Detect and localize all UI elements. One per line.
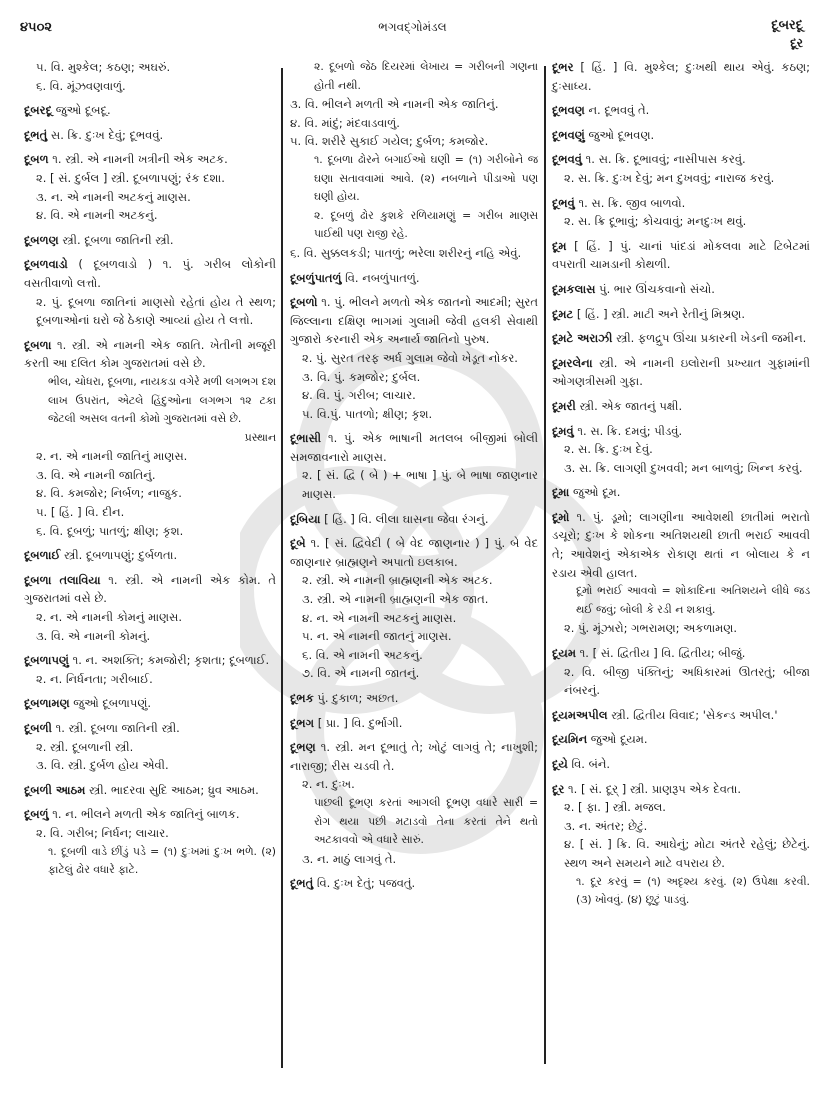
headword: દૂબળવાડો xyxy=(24,257,68,272)
definition: જુઓ દૂભવણ. xyxy=(588,127,655,142)
sense: ૫. [ હિં. ] વિ. દીન. xyxy=(36,505,125,520)
quotation: દૂમો ભરાઈ આવવો = શોકાદિના અતિશયને લીધે જડ થઈ જવું; બોલી કે રડી ન શકાવું. xyxy=(576,584,810,616)
headword: દૂર xyxy=(552,781,565,796)
dictionary-entry xyxy=(552,508,810,638)
sense: ૪. વિ. એ નામની અટકનું. xyxy=(36,208,158,223)
sense: ૨. વિ. ગરીબ; નિર્ધન; લાચાર. xyxy=(36,825,169,840)
definition: [ હિં. ] વિ. મુશ્કેલ; દુઃખથી થાય એવું. કઠણ; દુઃસાધ્ય. xyxy=(552,60,810,93)
definition: ૧. સ. ક્રિ. દમવું; પીડવું. xyxy=(577,423,683,438)
definition: ૧. [ સં. દ્વિવેદી ( બે વેદ જાણનાર ) ] પું. બે વેદ જાણનાર બ્રાહ્મણને અપાતો ઇલકાબ. xyxy=(290,536,539,569)
sense: ૨. [ ફા. ] સ્ત્રી. મજલ. xyxy=(564,800,666,815)
dictionary-entry xyxy=(552,397,810,416)
sense: ૩. ન. એ નામની અટકનું માણસ. xyxy=(36,189,191,204)
quotation: ૨. દૂબળો જેઠ દિયરમાં લેખાય = ગરીબની ગણના હોતી નથી. xyxy=(314,60,538,92)
guide-word-last: દૂર xyxy=(790,36,803,50)
headword: દૂબળા xyxy=(24,337,52,352)
definition: વિ. દુઃખ દેતું; પજવતું. xyxy=(316,876,416,891)
sense: ૪. વિ. પું. ગરીબ; લાચાર. xyxy=(302,388,416,403)
dictionary-entry xyxy=(552,755,810,774)
sense: ૨. ન. એ નામની જાતિનું માણસ. xyxy=(36,449,188,464)
dictionary-entry xyxy=(290,714,538,733)
quotation: ૧. દૂબળી વાડે છીંડું પડે = (૧) દુઃખમાં દુઃખ ભળે. (૨) ફાટેલું ઢોર વધારે ફાટે. xyxy=(48,844,276,877)
definition: [ હિં. ] સ્ત્રી. માટી અને રેતીનું મિશ્રણ. xyxy=(576,306,745,321)
dictionary-entry xyxy=(24,571,276,645)
definition: ( દૂબળવાડો ) ૧. પું. ગરીબ લોકોની વસતીવાળો લત્તો. xyxy=(24,257,276,290)
headword: દૂભવણું xyxy=(552,127,585,142)
headword: દૂભાસી xyxy=(290,431,322,446)
dictionary-entry xyxy=(290,510,538,529)
dictionary-entry xyxy=(552,126,810,145)
dictionary-entry xyxy=(24,150,276,224)
column-2 xyxy=(290,58,538,899)
headword: દૂમટ xyxy=(552,306,574,321)
sense: ૨. પું. દૂબળા જાતિનાં માણસો રહેતાં હોય તે સ્થળ; દૂબળાઓનાં ઘરો જે ઠેકાણે આવ્યાં હોય તે લત્તો. xyxy=(36,294,276,328)
definition: ૧. ન. અશક્તિ; કમજોરી; કૃશતા; દૂબળાઈ. xyxy=(72,653,270,668)
headword: દૂબળાપણું xyxy=(24,653,69,668)
headword: દૂબળુંપાતળું xyxy=(290,270,342,285)
headword: દૂબળ xyxy=(24,152,49,167)
sense: ૬. વિ. દૂબળું; પાતળું; ક્ષીણ; કૃશ. xyxy=(36,523,184,538)
column-divider xyxy=(544,66,546,1064)
definition: ૧. સ. ક્રિ. દૂભાવવું; નાસીપાસ કરવું. xyxy=(585,152,746,167)
dictionary-entry xyxy=(24,781,276,800)
dictionary-entry xyxy=(24,546,276,565)
definition: [ હિં. ] પું. ચાનાં પાંદડાં મોકલવા માટે ટિબેટમાં વપરાતી ચામડાની કોથળી. xyxy=(552,238,811,272)
book-title: ભગવદ્ગોમંડલ xyxy=(378,20,447,34)
sense: ૭. વિ. એ નામની જાતનું. xyxy=(302,666,420,681)
sense: ૪. વિ. માંદું; મંદવાડવાળું. xyxy=(290,115,400,130)
dictionary-entry xyxy=(290,269,538,288)
dictionary-entry xyxy=(552,730,810,749)
headword: દૂબરદૂ xyxy=(24,103,53,118)
headword: દૂભણ xyxy=(290,740,316,755)
sense: ૩. વિ. એ નામની કોમનું. xyxy=(36,628,151,643)
headword: દૂબળું xyxy=(24,807,49,822)
definition: સ્ત્રી. એ નામની ઇલોરાની પ્રખ્યાત ગુફામાંની ઓગણત્રીસમી ગુફા. xyxy=(552,355,810,389)
sense: ૨. સ. ક્રિ. દુઃખ દેવું. xyxy=(564,442,653,457)
sense: ૫. વિ.પું. પાતળો; ક્ષીણ; કૃશ. xyxy=(302,406,433,421)
definition: સ્ત્રી. દ્વિતીય વિવાદ; 'સેકન્ડ અપીલ.' xyxy=(611,707,778,722)
definition: સ. ક્રિ. દુઃખ દેવું; દૂભવવું. xyxy=(50,127,164,142)
headword: દૂબળા તલાવિયા xyxy=(24,572,101,587)
dictionary-entry xyxy=(24,126,276,145)
sense: ૩. વિ. સ્ત્રી. દુર્બળ હોય એવી. xyxy=(36,758,169,773)
headword: દૂભવું xyxy=(552,195,575,210)
definition: જુઓ દૂબળાપણું. xyxy=(73,696,152,711)
dictionary-entry xyxy=(24,805,276,879)
sense: ૨. પું. મૂંઝારો; ગભરામણ; અકળામણ. xyxy=(564,621,737,636)
sense: ૨. સ્ત્રી. દૂબળાની સ્ત્રી. xyxy=(36,739,134,754)
headword: દૂમો xyxy=(552,509,570,524)
quotation: ૧. દૂબળા ઢોરને બગાઈઓ ઘણી = (૧) ગરીબોને જ ઘણા સતાવવામાં આવે. (૨) નબળાને પીડાઓ પણ ઘણી હોય. xyxy=(314,152,538,204)
dictionary-entry xyxy=(552,354,810,391)
headword: દૂભતું xyxy=(24,127,48,142)
definition: ન. દૂભવવું તે. xyxy=(588,103,650,118)
sense: ૨. [ સં. દ્વિ ( બે ) + ભાષા ] પું. બે ભાષા જાણનાર માણસ. xyxy=(302,468,538,502)
headword: દૂબળામણ xyxy=(24,696,70,711)
headword: દૂમરી xyxy=(552,398,576,413)
headword: દૂબે xyxy=(290,536,306,551)
headword: દૂબળો xyxy=(290,295,318,310)
dictionary-entry xyxy=(552,780,810,910)
dictionary-entry xyxy=(290,293,538,423)
quotation: ૧. દૂર કરવું = (૧) અદૃશ્ય કરવું. (૨) ઉપેક્ષા કરવી. (૩) ખોવવું. (૪) છૂટું પાડવું. xyxy=(576,874,810,907)
quotation-source: પ્રસ્થાન xyxy=(244,430,276,444)
definition: સ્ત્રી. ભાદરવા સુદિ આઠમ; ધ્રુવ આઠમ. xyxy=(89,782,259,797)
headword: દૂમવું xyxy=(552,423,574,438)
sense: ૬. વિ. સુક્કલકડી; પાતળું; ભરેલા શરીરનું નહિ એવું. xyxy=(290,245,522,260)
definition: ૧. પું. ભીલને મળતો એક જાતનો આદમી; સુરત જિલ્લાના દક્ષિણ ભાગમાં ગુલામી જેવી હલકી સેવાથી ગુજારો કરનારી એક અનાર્ય જાતિનો પુરુષ. xyxy=(290,295,539,347)
sense: ૫. વિ. શરીરે સુકાઈ ગયેલ; દુર્બળ; કમજોર. xyxy=(290,134,489,149)
headword: દૂયે xyxy=(552,757,568,771)
headword: દૂભવણ xyxy=(552,103,585,118)
sense: ૨. સ. ક્રિ. દુઃખ દેવું; મન દુખવવું; નારાજ કરવું. xyxy=(564,170,775,185)
definition: ૧. સ્ત્રી. એ નામની ખત્રીની એક અટક. xyxy=(52,152,228,167)
dictionary-entry xyxy=(552,483,810,502)
definition: વિ. બંને. xyxy=(571,757,611,771)
definition: જુઓ દૂમ. xyxy=(573,485,621,500)
definition: ૧. પું. ડૂમો; લાગણીના આવેશથી છાતીમાં ભરાતો ડચૂરો; દુઃખ કે શોકના અતિશયથી છાતી ભરાઈ આવવી તે; આવેશનું એકાએક રોકાણ થતાં ન બોલાય કે ન રડાય એવી હાલત. xyxy=(552,509,811,580)
definition: ૧. સ્ત્રી. એ નામની એક જાતિ. ખેતીની મજૂરી કરતી આ દલિત કોમ ગુજરાતમાં વસે છે. xyxy=(24,337,276,371)
dictionary-entry xyxy=(24,651,276,688)
dictionary-entry xyxy=(552,305,810,324)
definition: ૧. સ્ત્રી. મન દૂભાતું તે; ખોટું લાગવું તે; નાખુશી; નારાજી; રીસ ચડવી તે. xyxy=(290,740,538,773)
headword: દૂભર xyxy=(552,60,574,74)
column-1 xyxy=(24,58,276,886)
dictionary-entry xyxy=(290,689,538,708)
sense: ૨. સ. ક્રિ દૂભાવું; કોચવાવું; મનદુઃખ થવું. xyxy=(564,214,747,229)
headword: દૂમકલાસ xyxy=(552,281,596,296)
quotation: ૨. દૂબળું ઢોર કુશકે રળિયામણું = ગરીબ માણસ પાઈથી પણ રાજી રહે. xyxy=(314,208,538,241)
sense: ૬. વિ. મૂંઝવણવાળું. xyxy=(36,78,126,93)
sense: ૩. વિ. એ નામની જાતિનું. xyxy=(36,467,156,482)
definition: ૧. ન. ભીલને મળતી એક જાતિનું બાળક. xyxy=(52,807,240,822)
dictionary-entry xyxy=(290,58,538,263)
headword: દૂભગ xyxy=(290,715,315,730)
sense: ૪. ન. એ નામની અટકનું માણસ. xyxy=(302,610,457,625)
headword: દૂભતું xyxy=(290,876,314,891)
sense: ૨. [ સં. દુર્બલ ] સ્ત્રી. દૂબળાપણું; રંક દશા. xyxy=(36,170,225,185)
sense: ૫. ન. એ નામની જાતનું માણસ. xyxy=(302,629,452,644)
definition: ૧. પું. એક ભાષાની મતલબ બીજીમાં બોલી સમજાવનારો માણસ. xyxy=(290,431,539,464)
headword: દૂબિયા xyxy=(290,511,321,526)
definition: પું. દુકાળ; અછત. xyxy=(317,691,399,705)
sense: ૩. ન. અંતર; છેટું. xyxy=(564,818,648,833)
sense: ૩. સ. ક્રિ. લાગણી દુખવવી; મન બાળવું; ખિન્ન કરવું. xyxy=(564,460,803,475)
sense: ૪. વિ. કમજોર; નિર્બળ; નાજુક. xyxy=(36,486,182,501)
quotation: ભીલ, ચોધરા, દૂબળા, નાયકડા વગેરે મળી લગભગ દશ લાખ ઉપરાંત, એટલે હિંદુઓના લગભગ ૧૨ ટકા જેટલી અસલ વતની કોમો ગુજરાતમાં વસે છે. xyxy=(48,374,276,426)
definition: સ્ત્રી. ફળદ્રુપ ઊંચા પ્રકારની ખેડની જમીન. xyxy=(616,331,807,346)
definition: સ્ત્રી. એક જાતનું પક્ષી. xyxy=(579,398,683,413)
dictionary-entry xyxy=(552,237,810,274)
sense: ૨. પું. સુરત તરફ અર્ધ ગુલામ જેવો ખેડૂત નોકર. xyxy=(302,350,518,365)
dictionary-entry xyxy=(552,280,810,299)
headword: દૂમ xyxy=(552,238,567,253)
definition: [ પ્રા. ] વિ. દુર્ભાગી. xyxy=(317,715,403,730)
sense: ૩. વિ. પું. કમજોર; દુર્બલ. xyxy=(302,369,421,384)
dictionary-entry xyxy=(290,429,538,503)
headword: દૂયમિન xyxy=(552,732,588,747)
sense: ૨. સ્ત્રી. એ નામની બ્રાહ્મણની એક અટક. xyxy=(302,573,493,588)
sense: ૫. વિ. મુશ્કેલ; કઠણ; અઘરું. xyxy=(36,60,171,74)
dictionary-entry xyxy=(24,694,276,713)
dictionary-entry xyxy=(290,738,538,868)
definition: ૧. સ. ક્રિ. જીવ બાળવો. xyxy=(578,195,686,210)
definition: જુઓ દૂયમ. xyxy=(590,732,648,747)
headword: દૂબળણ xyxy=(24,232,59,247)
headword: દૂયમ xyxy=(552,646,576,661)
dictionary-entry xyxy=(24,101,276,120)
dictionary-entry xyxy=(552,644,810,700)
definition: ૧. [ સં. દ્વિતીય ] વિ. દ્વિતીય; બીજું. xyxy=(579,646,746,661)
definition: ૧. સ્ત્રી. એ નામની એક કોમ. તે ગુજરાતમાં વસે છે. xyxy=(24,572,276,606)
sense: ૨. ન. નિર્ધનતા; ગરીબાઈ. xyxy=(36,671,153,686)
dictionary-entry xyxy=(290,874,538,893)
headword: દૂભવવું xyxy=(552,152,582,167)
dictionary-entry xyxy=(24,58,276,95)
headword: દૂબળાઈ xyxy=(24,548,61,563)
dictionary-entry xyxy=(24,231,276,250)
sense: ૬. વિ. એ નામની અટકનું. xyxy=(302,647,423,662)
page-number: ૪૫૦૨ xyxy=(20,20,53,35)
sense: ૨. વિ. બીજી પંક્તિનું; અધિકારમાં ઊતરતું; બીજા નંબરનું. xyxy=(564,664,810,698)
definition: [ હિં. ] વિ. લીલા ઘાસના જેવા રંગનું. xyxy=(324,511,489,526)
sense: ૩. ન. માઠું લાગવું તે. xyxy=(302,851,397,866)
page-header xyxy=(0,12,825,52)
sense: ૩. સ્ત્રી. એ નામની બ્રાહ્મણની એક જાત. xyxy=(302,592,489,607)
sense: ૩. વિ. ભીલને મળતી એ નામની એક જાતિનું. xyxy=(290,97,499,112)
column-divider xyxy=(281,68,283,1068)
quotation: પાછલી દૂભણ કરતાં આગલી દૂભણ વધારે સારી = રોગ થયા પછી મટાડવો તેના કરતાં તેને થતો અટકાવવો એ વધારે સારું. xyxy=(314,795,538,847)
dictionary-entry xyxy=(290,534,538,683)
dictionary-entry xyxy=(552,58,810,95)
dictionary-entry xyxy=(24,719,276,775)
dictionary-entry xyxy=(552,150,810,187)
column-3 xyxy=(552,58,810,916)
definition: ૧. [ સં. દૂર્ ] સ્ત્રી. પ્રાણરૂપ એક દેવતા. xyxy=(568,781,741,796)
headword: દૂબળી આઠમ xyxy=(24,782,86,797)
dictionary-entry xyxy=(552,194,810,231)
headword: દૂમટે અરાઝી xyxy=(552,331,613,346)
definition: ૧. સ્ત્રી. દૂબળા જાતિની સ્ત્રી. xyxy=(55,721,180,735)
headword: દૂભક xyxy=(290,691,314,705)
sense: ૪. [ સં. ] ક્રિ. વિ. આઘેનું; મોટા અંતરે રહેલું; છેટેનું. સ્થળ અને સમયને માટે વપરાય છે. xyxy=(564,837,810,870)
dictionary-entry xyxy=(24,336,276,541)
dictionary-entry xyxy=(552,422,810,478)
sense: ૨. ન. દુઃખ. xyxy=(302,777,355,792)
definition: સ્ત્રી. દૂબળા જાતિની સ્ત્રી. xyxy=(62,232,174,247)
definition: જુઓ દૂબદૂ. xyxy=(55,103,111,118)
guide-word-first: દૂબરદૂ xyxy=(771,18,803,33)
headword: દૂમરલેના xyxy=(552,355,593,370)
dictionary-entry xyxy=(552,101,810,120)
definition: પું. ભાર ઊંચકવાનો સંચો. xyxy=(599,281,715,296)
dictionary-entry xyxy=(24,255,276,329)
headword: દૂબળી xyxy=(24,721,52,735)
definition: સ્ત્રી. દૂબળાપણું; દુર્બળતા. xyxy=(64,548,178,563)
headword: દૂયમઅપીલ xyxy=(552,707,608,722)
definition: વિ. નબળુંપાતળું. xyxy=(345,270,420,285)
sense: ૨. ન. એ નામની કોમનું માણસ. xyxy=(36,610,183,625)
dictionary-entry xyxy=(552,329,810,348)
dictionary-entry xyxy=(552,706,810,725)
headword: દૂમા xyxy=(552,485,570,500)
